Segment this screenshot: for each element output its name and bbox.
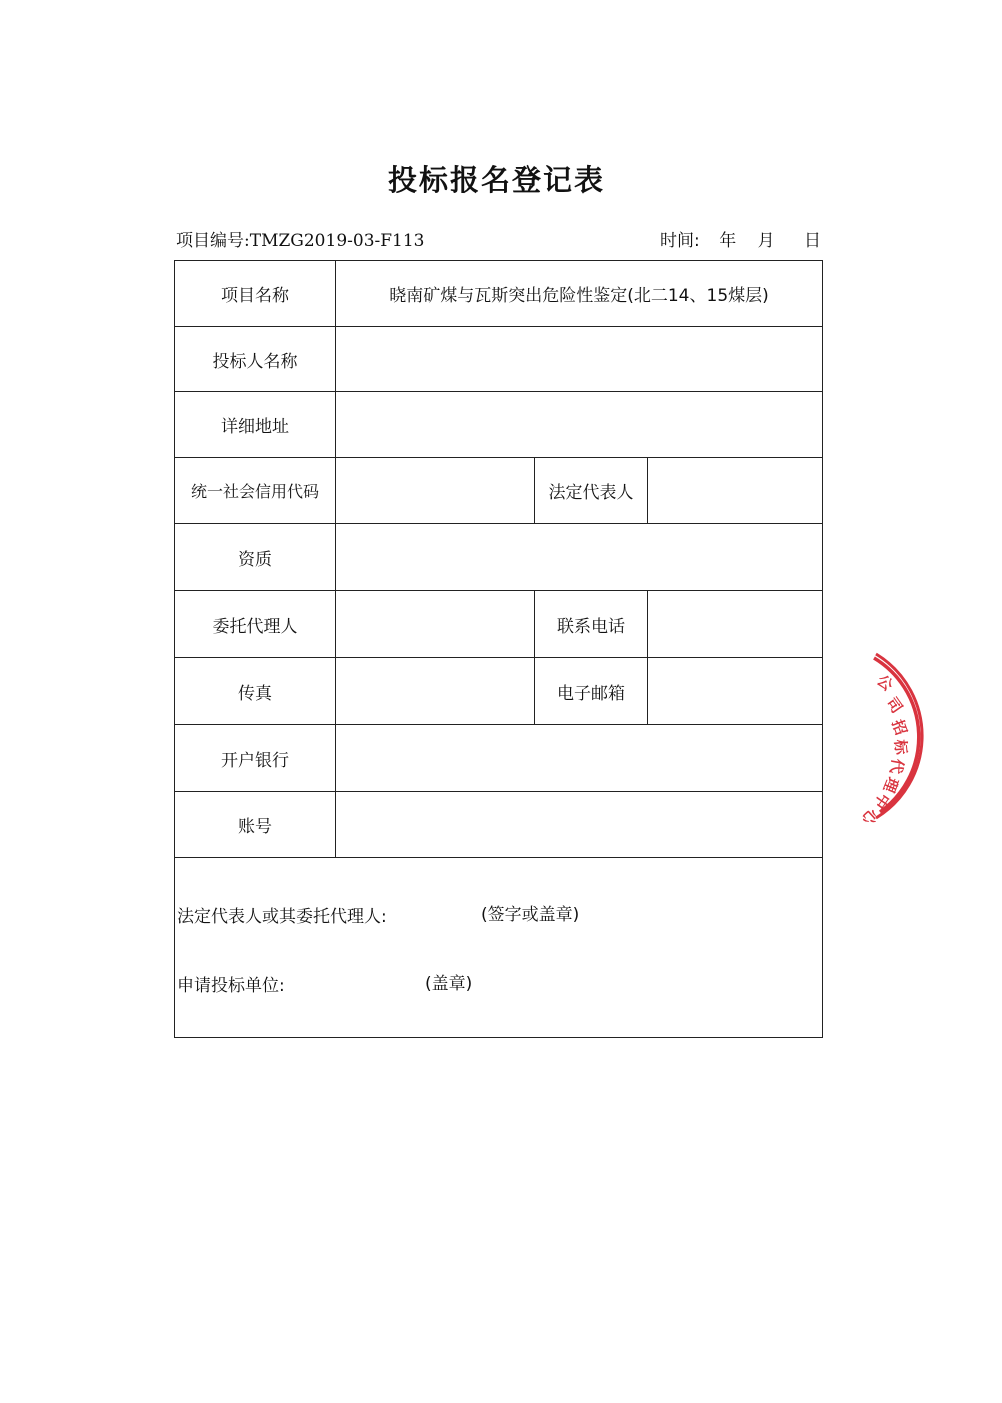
legal-sign-note: (签字或盖章) (481, 905, 580, 925)
svg-text:中: 中 (870, 789, 894, 813)
row-project-name (175, 261, 822, 327)
agent-label: 委托代理人 (175, 591, 336, 657)
unit-label: 申请投标单位: (177, 976, 285, 996)
legal-rep-label: 法定代表人 (535, 458, 648, 523)
row-bidder-name (175, 327, 822, 392)
address-label: 详细地址 (175, 392, 336, 457)
date-line (660, 226, 821, 251)
month-label: 月 (757, 231, 775, 251)
svg-text:代: 代 (886, 757, 907, 776)
bidder-name-label: 投标人名称 (175, 327, 336, 391)
year-label: 年 (719, 231, 737, 251)
row-qualification (175, 524, 822, 591)
row-agent (175, 591, 822, 658)
fax-label: 传真 (175, 658, 336, 724)
phone-field[interactable] (648, 591, 822, 657)
svg-text:心: 心 (858, 805, 882, 829)
qualification-field[interactable] (336, 524, 822, 590)
svg-text:标: 标 (891, 738, 911, 756)
bank-label: 开户银行 (175, 725, 336, 791)
registration-table (174, 260, 823, 1038)
email-label: 电子邮箱 (535, 658, 648, 724)
agent-field[interactable] (336, 591, 535, 657)
fax-field[interactable] (336, 658, 535, 724)
project-name-value: 晓南矿煤与瓦斯突出危险性鉴定(北二14、15煤层) (389, 286, 769, 306)
unit-note: (盖章) (425, 974, 473, 994)
address-field[interactable] (336, 392, 822, 457)
email-field[interactable] (648, 658, 822, 724)
credit-code-field[interactable] (336, 458, 535, 523)
day-label: 日 (804, 231, 821, 251)
bank-field[interactable] (336, 725, 822, 791)
account-field[interactable] (336, 792, 822, 857)
time-label: 时间: (660, 231, 700, 251)
credit-code-label: 统一社会信用代码 (175, 458, 336, 523)
svg-text:招: 招 (888, 717, 911, 738)
project-name-label: 项目名称 (175, 261, 336, 326)
svg-text:公: 公 (873, 671, 897, 695)
qualification-label: 资质 (175, 524, 336, 590)
form-title: 投标报名登记表 (387, 163, 605, 197)
row-account (175, 792, 822, 858)
signature-block (175, 857, 822, 1039)
bidder-name-field[interactable] (336, 327, 822, 391)
account-label: 账号 (175, 792, 336, 857)
row-bank (175, 725, 822, 792)
legal-rep-field[interactable] (648, 458, 822, 523)
legal-sign-label: 法定代表人或其委托代理人: (177, 907, 387, 927)
row-credit-code (175, 458, 822, 524)
row-fax (175, 658, 822, 725)
phone-label: 联系电话 (535, 591, 648, 657)
svg-text:司: 司 (882, 693, 907, 717)
row-address (175, 392, 822, 458)
svg-text:理: 理 (879, 774, 902, 796)
company-seal-stamp (858, 640, 1002, 830)
project-number: 项目编号:TMZG2019-03-F113 (176, 231, 425, 251)
